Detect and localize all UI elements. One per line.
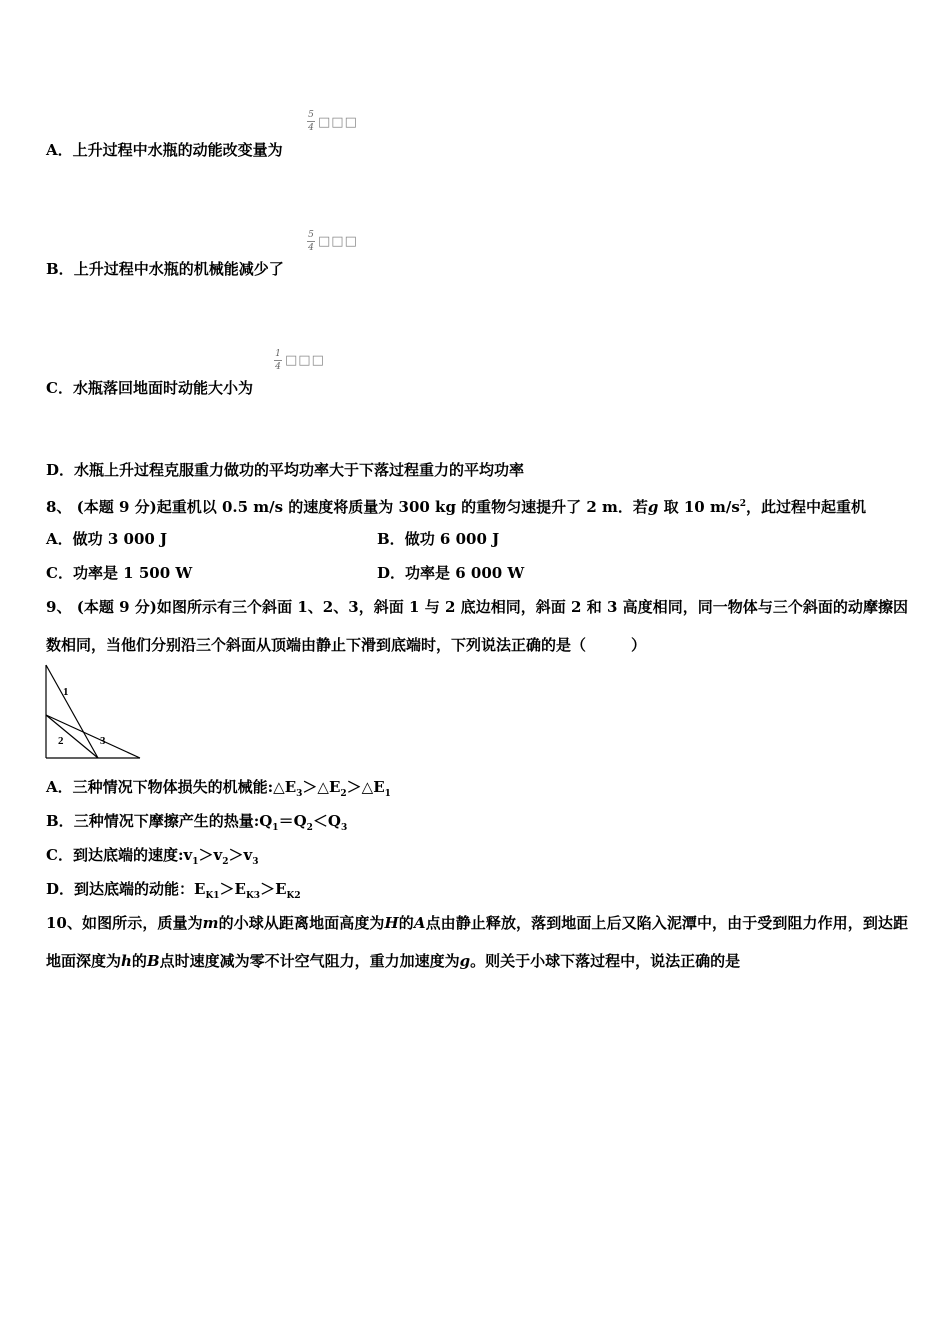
inclines-figure: [40, 660, 145, 765]
label-1: 1: [63, 686, 69, 698]
label-2: 2: [58, 735, 64, 747]
option-text: 三种情况下物体损失的机械能:△E: [72, 778, 297, 796]
missing-glyphs: □□□: [318, 115, 358, 130]
option-text: ＞E: [260, 880, 287, 898]
option-letter: B．: [46, 812, 74, 830]
option-text: 三种情况下摩擦产生的热量:Q: [73, 812, 273, 830]
q10-var-H: H: [384, 914, 399, 932]
option-text: ＞v: [198, 846, 223, 864]
subscript: K1: [205, 891, 220, 901]
q10-var-m: m: [202, 914, 219, 932]
missing-glyphs: □□□: [318, 234, 358, 249]
subscript: 2: [306, 823, 313, 833]
subscript: 3: [296, 789, 303, 799]
option-text: ＞△E: [302, 778, 341, 796]
option-text: 到达底端的动能：E: [74, 880, 206, 898]
option-text: 上升过程中水瓶的机械能减少了: [73, 260, 284, 278]
subscript: 2: [222, 857, 229, 867]
option-text: 功率是 6 000 W: [405, 564, 525, 582]
q9-option-c: [46, 845, 258, 872]
subscript: 3: [340, 823, 348, 833]
q9-stem: 9、 (本题 9 分)如图所示有三个斜面 1、2、3，斜面 1 与 2 底边相同，斜面 2 和 3 高度相同，同一物体与三个斜面的动摩擦因数相同，当他们分别沿三个斜面从顶端由静止下滑到底端时，下列说法正确的是（ ）: [46, 598, 908, 654]
fraction-numerator: 5: [308, 230, 314, 240]
option-letter: B．: [377, 530, 405, 548]
q8-superscript: 2: [739, 499, 747, 509]
fraction-denominator: 4: [308, 243, 314, 253]
q8-option-d: [377, 563, 524, 583]
fraction-denominator: 4: [308, 123, 314, 133]
fraction-denominator: 4: [275, 362, 281, 372]
incline-2: [46, 715, 98, 758]
q10-var-B: B: [146, 952, 160, 970]
q10-var-g: g: [459, 952, 471, 970]
incline-1: [46, 665, 98, 758]
option-text: 做功 6 000 J: [404, 530, 500, 548]
option-letter: A．: [46, 141, 73, 159]
q10-text: 点由静止释放，落到地面上后又陷入泥潭中，由于受到阻力作用，到达距地面深度为: [46, 914, 908, 970]
subscript: 1: [192, 857, 199, 867]
option-text: 做功 3 000 J: [72, 530, 168, 548]
missing-glyphs: □□□: [285, 353, 325, 368]
subscript: 3: [252, 857, 259, 867]
option-text: ＝Q: [278, 812, 307, 830]
fraction-numerator: 5: [308, 110, 314, 120]
option-text: ＞v: [228, 846, 253, 864]
subscript: 1: [272, 823, 279, 833]
option-text: ＞E: [219, 880, 246, 898]
q8-stem-part: 取 10 m/s: [658, 498, 740, 516]
q8-option-a: [46, 529, 167, 549]
subscript: 2: [340, 789, 347, 799]
option-text: 水瓶落回地面时动能大小为: [72, 379, 253, 397]
option-text: ＞△E: [346, 778, 385, 796]
fraction-numerator: 1: [275, 349, 281, 359]
option-letter: C．: [46, 379, 73, 397]
subscript: K2: [286, 891, 301, 901]
q10-stem: [46, 904, 908, 980]
subscript: 1: [384, 789, 391, 799]
option-text: 到达底端的速度:v: [72, 846, 193, 864]
option-letter: C．: [46, 564, 73, 582]
option-text: 上升过程中水瓶的动能改变量为: [72, 141, 283, 159]
q10-text: 。则关于小球下落过程中，说法正确的是: [470, 952, 741, 970]
q9-option-a: [46, 777, 391, 804]
q10-var-h: h: [121, 952, 132, 970]
option-letter: B．: [46, 260, 74, 278]
q10-text: 10、如图所示，质量为: [46, 914, 203, 932]
q10-text: 的: [131, 952, 147, 970]
option-letter: D．: [46, 461, 75, 479]
option-letter: D．: [377, 564, 406, 582]
q10-var-A: A: [413, 914, 426, 932]
option-letter: C．: [46, 846, 73, 864]
q9-option-b: [46, 811, 347, 838]
option-text: ＜Q: [312, 812, 341, 830]
option-letter: A．: [46, 530, 73, 548]
q8-option-b: [377, 529, 499, 549]
fraction-b: [306, 230, 316, 253]
option-text: 功率是 1 500 W: [72, 564, 193, 582]
q9-option-d: [46, 879, 301, 906]
fraction-c: [273, 349, 283, 372]
q10-text: 的小球从距离地面高度为: [218, 914, 385, 932]
q8-option-c: [46, 563, 192, 583]
q8-stem-part: 8、 (本题 9 分)起重机以 0.5 m/s 的速度将质量为 300 kg 的重物匀速提升了 2 m．若: [46, 498, 648, 516]
option-letter: D．: [46, 880, 75, 898]
fraction-a: [306, 110, 316, 133]
option-text: 水瓶上升过程克服重力做功的平均功率大于下落过程重力的平均功率: [74, 461, 525, 479]
q7-option-d: [46, 460, 524, 480]
option-letter: A．: [46, 778, 73, 796]
q8-stem: [46, 494, 866, 517]
subscript: K3: [245, 891, 261, 901]
q10-text: 点时速度减为零不计空气阻力，重力加速度为: [159, 952, 460, 970]
q10-text: 的: [398, 914, 414, 932]
label-3: 3: [100, 735, 106, 747]
q8-var-g: g: [647, 498, 659, 516]
q8-stem-part: ，此过程中起重机: [746, 498, 867, 516]
